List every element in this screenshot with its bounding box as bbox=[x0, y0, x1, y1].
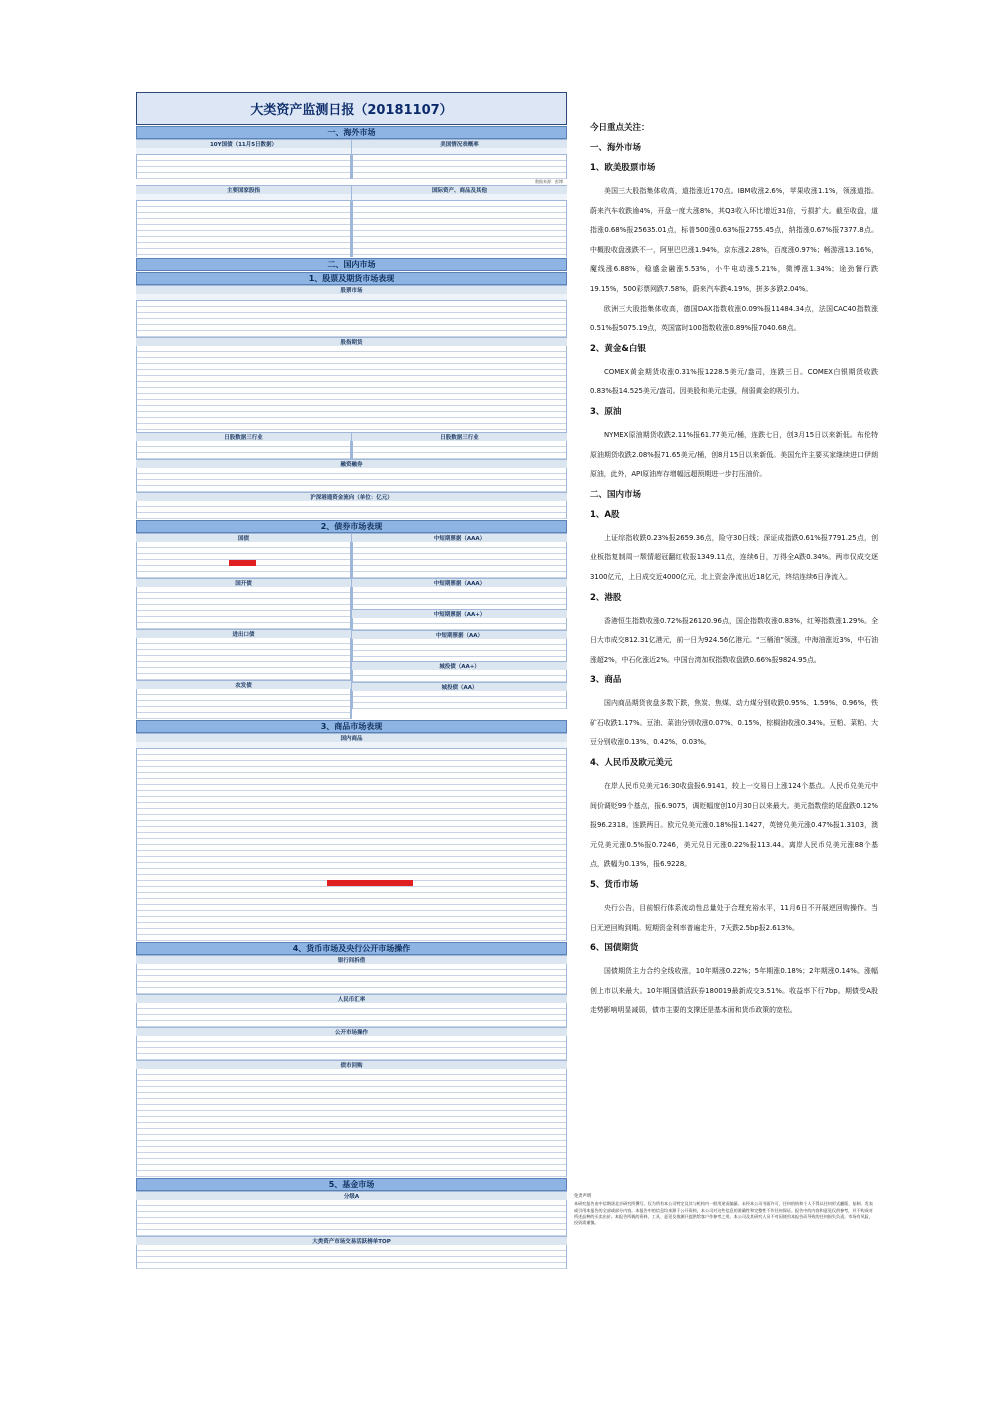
report-title: 大类资产监测日报（20181107） bbox=[136, 92, 567, 125]
notes-p3: COMEX黄金期货收涨0.31%报1228.5美元/盎司，连跌三日。COMEX白银期货收跌0.83%报14.525美元/盎司。因美股和美元走强，削弱黄金的吸引力。 bbox=[590, 367, 878, 396]
disclaimer bbox=[574, 1194, 874, 1226]
section-money-market: 4、货币市场及央行公开市场操作 bbox=[136, 942, 567, 955]
notes-p1: 美国三大股指集体收高，道指涨近170点。IBM收涨2.6%，苹果收涨1.1%，领涨道指。蔚来汽车收跌逾4%，开盘一度大涨8%，其Q3收入环比增近31倍，亏损扩大。截至收盘，道指涨0.68%报25635.01点，标普500涨0.63%报2755.45点，纳指涨0.67%报7377.8点。中概股收盘涨跌不一，阿里巴巴涨1.94%，京东涨2.28%，百度涨0.97%；畅游涨13.16%，魔线涨6.88%，稳盛金融涨5.53%，小牛电动涨5.21%，微博涨1.34%；途劲餐行跌19.15%，500彩票网跌7.58%，蔚来汽车跌4.19%，拼多多跌2.04%。 bbox=[590, 187, 878, 293]
section-commodities: 3、商品市场表现 bbox=[136, 720, 567, 733]
subhead-ratings-aa: 中短期票据（AA） bbox=[352, 630, 567, 639]
highlight-cell bbox=[327, 880, 413, 886]
notes-h4: 1、A股 bbox=[590, 509, 620, 520]
notes-p7: 国内商品期货夜盘多数下跌，焦炭、焦煤、动力煤分别收跌0.95%、1.59%、0.96%，铁矿石收跌1.17%。豆油、菜油分别收涨0.07%、0.15%，棕榈油收涨0.34%。豆粕、菜粕、大豆分别收涨0.13%、0.42%、0.03%。 bbox=[590, 699, 878, 747]
disclaimer-body: 本研究报告由中信期货北京研究所撰写。仅为所有本公司特定及其与机构内一般用途而编纂，未经本公司书面许可，任何机构和个人不得以任何形式翻版、复制、发表或引用本报告的全部或部分内容。本报告中的信息均来源于公开资料，本公司对这些信息的准确性和完整性不作任何保证。报告中的内容和意见仅供参考，并不构成对所述品种的买卖出价。本报告所载的资料、工具、意见及推测只提供给客户作参考之用。本公司及其研究人员不对因使用本报告而导致的任何损失负责。市场有风险，投资需谨慎。 bbox=[574, 1201, 873, 1226]
treasury-rows bbox=[136, 155, 351, 179]
notes-h5: 2、港股 bbox=[590, 592, 622, 603]
subhead-shibor: 银行间拆借 bbox=[136, 955, 567, 964]
subhead-govbond: 国债 bbox=[136, 533, 351, 542]
flow-rows bbox=[136, 468, 567, 492]
notes-heading: 今日重点关注： bbox=[590, 123, 650, 133]
subhead-domestic-commodities: 国内商品 bbox=[136, 733, 567, 742]
notes-h2: 2、黄金&白银 bbox=[590, 343, 646, 354]
report-table bbox=[136, 92, 567, 1269]
subhead-open-market: 公开市场操作 bbox=[136, 1027, 567, 1036]
sentiment-rows-right bbox=[352, 441, 567, 459]
bonds-block bbox=[136, 533, 567, 719]
subhead-city-bond-aa-plus: 城投债（AA+） bbox=[352, 661, 567, 670]
subhead-hk-flow: 沪深港通资金流向（单位：亿元） bbox=[136, 492, 567, 501]
notes-h-domestic: 二、国内市场 bbox=[590, 489, 642, 500]
hk-flow-rows bbox=[136, 501, 567, 519]
subhead-sentiment-right: 日股数据三行业 bbox=[352, 432, 567, 441]
subhead-stock-market: 股票市场 bbox=[136, 285, 567, 294]
notes-h1: 1、欧美股票市场 bbox=[590, 163, 656, 173]
subhead-policy: 美国情况表概率 bbox=[352, 139, 567, 148]
subhead-sentiment: 日股数据三行业 bbox=[136, 432, 351, 441]
subhead-agri-bank: 农发债 bbox=[136, 680, 351, 689]
notes-p9: 央行公告，目前银行体系流动性总量处于合理充裕水平，11月6日不开展逆回购操作。当日无逆回购到期。短期资金利率普遍走升，7天跌2.5bp报2.613%。 bbox=[590, 904, 878, 932]
overseas-mid bbox=[136, 185, 567, 257]
notes-h8: 5、货币市场 bbox=[590, 880, 639, 891]
notes-h7: 4、人民币及欧元美元 bbox=[590, 758, 673, 769]
notes-p5: 上证综指收跌0.23%报2659.36点，险守30日线；深证成指跌0.61%报7791.25点，创业板指复制周一颓情超冠翻红收报1349.11点，连续6日，万得全A跌0.34%。两市仅成交逐3100亿元，上日成交近4000亿元，北上资金净流出近18亿元，终结连续6日净流入。 bbox=[590, 533, 878, 581]
notes-p4: NYMEX原油期货收跌2.11%报61.77美元/桶，连跌七日，创3月15日以来新低。布伦特原油期货收跌2.08%报71.65美元/桶，创8月15日以来新低。美国允许主要买家继续进口伊朗原油，此外，API原油库存增幅远超预期进一步打压油价。 bbox=[590, 430, 878, 479]
stock-market-rows bbox=[136, 301, 567, 337]
overseas-top bbox=[136, 139, 567, 179]
sentiment-block bbox=[136, 432, 567, 459]
subhead-ratings-aaa2: 中短期票据（AAA） bbox=[352, 578, 567, 587]
treasury-block bbox=[136, 139, 351, 179]
section-funds: 5、基金市场 bbox=[136, 1178, 567, 1191]
sentiment-rows-left bbox=[136, 441, 351, 459]
notes-h-overseas: 一、海外市场 bbox=[590, 143, 642, 153]
subhead-fx: 人民币汇率 bbox=[136, 994, 567, 1003]
section-overseas: 一、海外市场 bbox=[136, 126, 567, 139]
notes-h9: 6、国债期货 bbox=[590, 943, 639, 954]
notes-p2: 欧洲三大股指集体收高，德国DAX指数收涨0.09%报11484.34点，法国CAC40指数涨0.51%报5075.19点，英国富时100指数收涨0.89%报7040.68点。 bbox=[590, 304, 878, 333]
subhead-city-bond-aa: 城投债（AA） bbox=[352, 682, 567, 691]
subhead-stock-futures: 股指期货 bbox=[136, 337, 567, 346]
section-domestic: 二、国内市场 bbox=[136, 258, 567, 271]
global-indices-rows bbox=[136, 201, 351, 257]
notes-p6: 香港恒生指数收涨0.72%报26120.96点，国企指数收涨0.83%，红筹指数涨1.29%。全日大市成交812.31亿港元，前一日为924.56亿港元。“三桶油”领涨，中海油涨近3%，中石油涨超2%，中石化涨近2%。中国台湾加权指数收盘跌0.66%报9824.95点。 bbox=[590, 616, 878, 664]
disclaimer-heading: 免责声明 bbox=[574, 1194, 592, 1199]
subhead-fund-share: 分级A bbox=[136, 1191, 567, 1200]
highlight-cell bbox=[229, 560, 256, 566]
key-notes bbox=[590, 122, 878, 1021]
risk-assets-rows bbox=[352, 201, 567, 257]
source-note: 数据来源：彭博 bbox=[535, 179, 563, 184]
subhead-us-treasury: 10Y国债（11月5日数据） bbox=[136, 139, 351, 148]
subhead-ratings-aa-plus: 中短期票据（AA+） bbox=[352, 609, 567, 618]
subhead-repo: 债市回购 bbox=[136, 1060, 567, 1069]
subhead-global-indices: 主要国家股指 bbox=[136, 185, 351, 194]
subhead-risk-assets: 国际资产、商品及其他 bbox=[352, 185, 567, 194]
global-indices-block bbox=[136, 185, 351, 257]
commodities-rows bbox=[136, 749, 567, 941]
repo-rows bbox=[136, 1069, 567, 1177]
notes-h3: 3、原油 bbox=[590, 406, 622, 417]
notes-p8: 在岸人民币兑美元16:30收盘报6.9141，较上一交易日上涨124个基点。人民币兑美元中间价调贬99个基点，报6.9075，调贬幅度创10月30日以来最大。美元指数偿的尾盘跌0.12%报96.2318。连跌两日。欧元兑美元涨0.18%报1.1427，英镑兑美元涨0.47%报1.3103，澳元兑美元涨0.5%报0.7246，美元兑日元涨0.22%报113.44。离岸人民币兑美元涨88个基点，跌幅为0.13%，报6.9228。 bbox=[590, 782, 878, 869]
subhead-flow: 融资融券 bbox=[136, 459, 567, 468]
stock-futures-rows bbox=[136, 346, 567, 432]
notes-h6: 3、商品 bbox=[590, 675, 622, 686]
section-equity-futures: 1、股票及期货市场表现 bbox=[136, 272, 567, 285]
policy-block bbox=[351, 139, 567, 179]
subhead-top-funds: 大类资产市场交易活跃榜单TOP bbox=[136, 1236, 567, 1245]
notes-p10: 国债期货主力合约全线收涨，10年期涨0.22%；5年期涨0.18%；2年期涨0.14%。涨幅创上市以来最大。10年期国债活跃券180019最新成交3.51%。收益率下行7bp。期债受A股走势影响明显减弱，债市主要的支撑还是基本面和货币政策的宽松。 bbox=[590, 967, 878, 1015]
subhead-ratings-aaa: 中短期票据（AAA） bbox=[352, 533, 567, 542]
subhead-cdb: 国开债 bbox=[136, 578, 351, 587]
subhead-eximbank: 进出口债 bbox=[136, 629, 351, 638]
risk-assets-block bbox=[351, 185, 567, 257]
policy-rows bbox=[352, 155, 567, 179]
section-bonds: 2、债券市场表现 bbox=[136, 520, 567, 533]
